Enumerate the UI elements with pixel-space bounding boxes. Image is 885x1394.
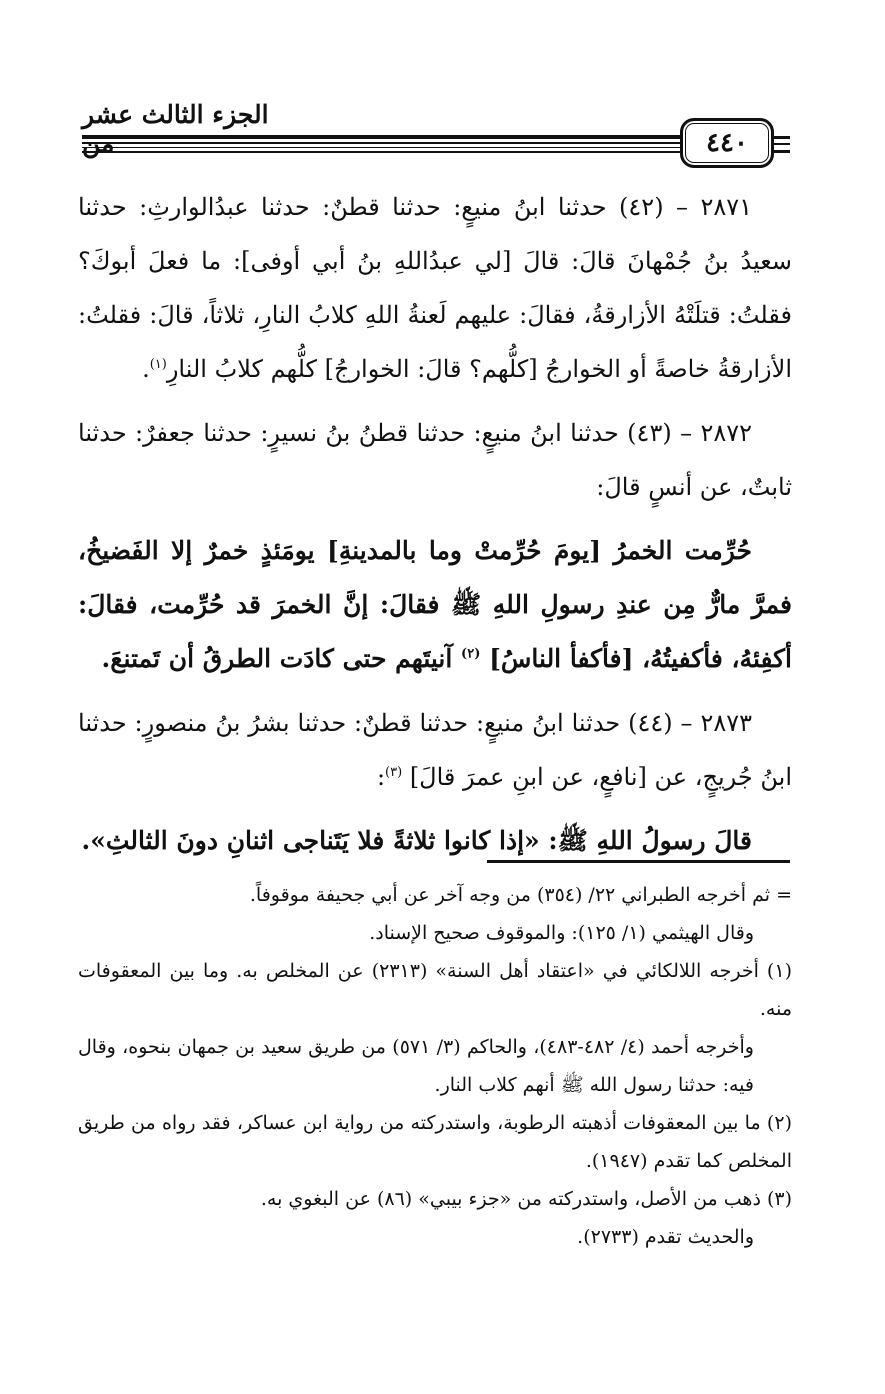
footnote-marker: (٢) <box>461 646 481 662</box>
header-rule <box>82 135 687 139</box>
footnote-marker: (١) <box>149 357 167 372</box>
footnote-continuation: وقال الهيثمي (١/ ١٢٥): والموقوف صحيح الإسناد. <box>369 922 754 944</box>
footnote-3: (٣) ذهب من الأصل، واستدركته من «جزء بيبي» (٨٦) عن البغوي به. <box>260 1188 792 1210</box>
page-header <box>82 100 790 170</box>
hadith-2871: ٢٨٧١ – (٤٢) حدثنا ابنُ منيعٍ: حدثنا قطنٌ: حدثنا عبدُالوارثِ: حدثنا سعيدُ بنُ جُمْهانَ قالَ: قالَ [لي عبدُاللهِ بنُ أبي أوفى]: ما فعلَ أبوكَ؟ فقلتُ: قتلَتْهُ الأزارقةُ، فقالَ: عليهم لَعنةُ اللهِ كلابُ النارِ، ثلاثاً، قالَ: فقلتُ: الأزارقةُ خاصةً أو الخوارجُ [كلُّهم؟ قالَ: الخوارجُ] كلُّهم كلابُ النارِ$^{(١)}$. <box>78 193 792 383</box>
hadith-text: ٢٨٧٣ – (٤٤) حدثنا ابنُ منيعٍ: حدثنا قطنٌ: حدثنا بشرُ بنُ منصورٍ: حدثنا ابنُ جُريجٍ، عن [نافعٍ، عن ابنِ عمرَ قالَ] <box>78 709 792 791</box>
page-number: ٤٤٠ <box>680 118 774 168</box>
footnote-1-continuation: وأخرجه أحمد (٤/ ٤٨٢-٤٨٣)، والحاكم (٣/ ٥٧١) من طريق سعيد بن جمهان بنحوه، وقال فيه: حدثنا رسول الله ﷺ أنهم كلاب النار. <box>78 1036 754 1096</box>
footnote-3-continuation: والحديث تقدم (٢٧٣٣). <box>577 1226 754 1248</box>
hadith-2873-isnad: ٢٨٧٣ – (٤٤) حدثنا ابنُ منيعٍ: حدثنا قطنٌ: حدثنا بشرُ بنُ منصورٍ: حدثنا ابنُ جُريجٍ، عن [نافعٍ، عن ابنِ عمرَ قالَ] $^{(٣)}$: <box>78 709 792 791</box>
footnote-2: (٢) ما بين المعقوفات أذهبته الرطوبة، واستدركته من رواية ابن عساكر، فقد رواه من طريق المخلص كما تقدم (١٩٤٧). <box>78 1112 792 1172</box>
footnote-separator <box>487 860 790 863</box>
footnote-continuation: = ثم أخرجه الطبراني ٢٢/ (٣٥٤) من وجه آخر عن أبي جحيفة موقوفاً. <box>249 884 792 906</box>
footnote-marker: (٣) <box>385 765 403 780</box>
header-rule <box>82 142 687 144</box>
header-rule <box>82 151 687 153</box>
hadith-text: حُرِّمت الخمرُ [يومَ حُرِّمتْ وما بالمدينةِ] يومَئذٍ خمرٌ إلا الفَضيخُ، فمرَّ مارٌّ مِن عندِ رسولِ اللهِ ﷺ فقالَ: إنَّ الخمرَ قد حُرِّمت، فقالَ: أكفِئهُ، فأكفيتُهُ، [فأكفأ الناسُ] <box>78 536 792 673</box>
main-text <box>78 180 792 878</box>
hadith-2872-matn <box>78 524 792 686</box>
hadith-2873-matn: قالَ رسولُ اللهِ ﷺ: «إذا كانوا ثلاثةً فلا يَتَناجى اثنانِ دونَ الثالثِ». <box>81 826 752 855</box>
hadith-2872-isnad: ٢٨٧٢ – (٤٣) حدثنا ابنُ منيعٍ: حدثنا قطنُ بنُ نسيرٍ: حدثنا جعفرٌ: حدثنا ثابتٌ، عن أنسٍ قالَ: <box>78 419 792 501</box>
running-title: الجزء الثالث عشر <box>82 100 269 129</box>
hadith-text: ٢٨٧١ – (٤٢) حدثنا ابنُ منيعٍ: حدثنا قطنٌ: حدثنا عبدُالوارثِ: حدثنا سعيدُ بنُ جُمْهانَ قالَ: قالَ [لي عبدُاللهِ بنُ أبي أوفى]: ما فعلَ أبوكَ؟ فقلتُ: قتلَتْهُ الأزارقةُ، فقالَ: عليهم لَعنةُ اللهِ كلابُ النارِ، ثلاثاً، قالَ: فقلتُ: الأزارقةُ خاصةً أو الخوارجُ [كلُّهم؟ قالَ: الخوارجُ] كلُّهم كلابُ النارِ <box>78 193 792 383</box>
footnote-1: (١) أخرجه اللالكائي في «اعتقاد أهل السنة» (٢٣١٣) عن المخلص به. وما بين المعقوفات منه. <box>78 960 792 1020</box>
header-rule <box>82 147 687 148</box>
hadith-text: آنيتَهم حتى كادَت الطرقُ أن تَمتنعَ. <box>101 644 453 673</box>
footnotes <box>78 876 792 1256</box>
